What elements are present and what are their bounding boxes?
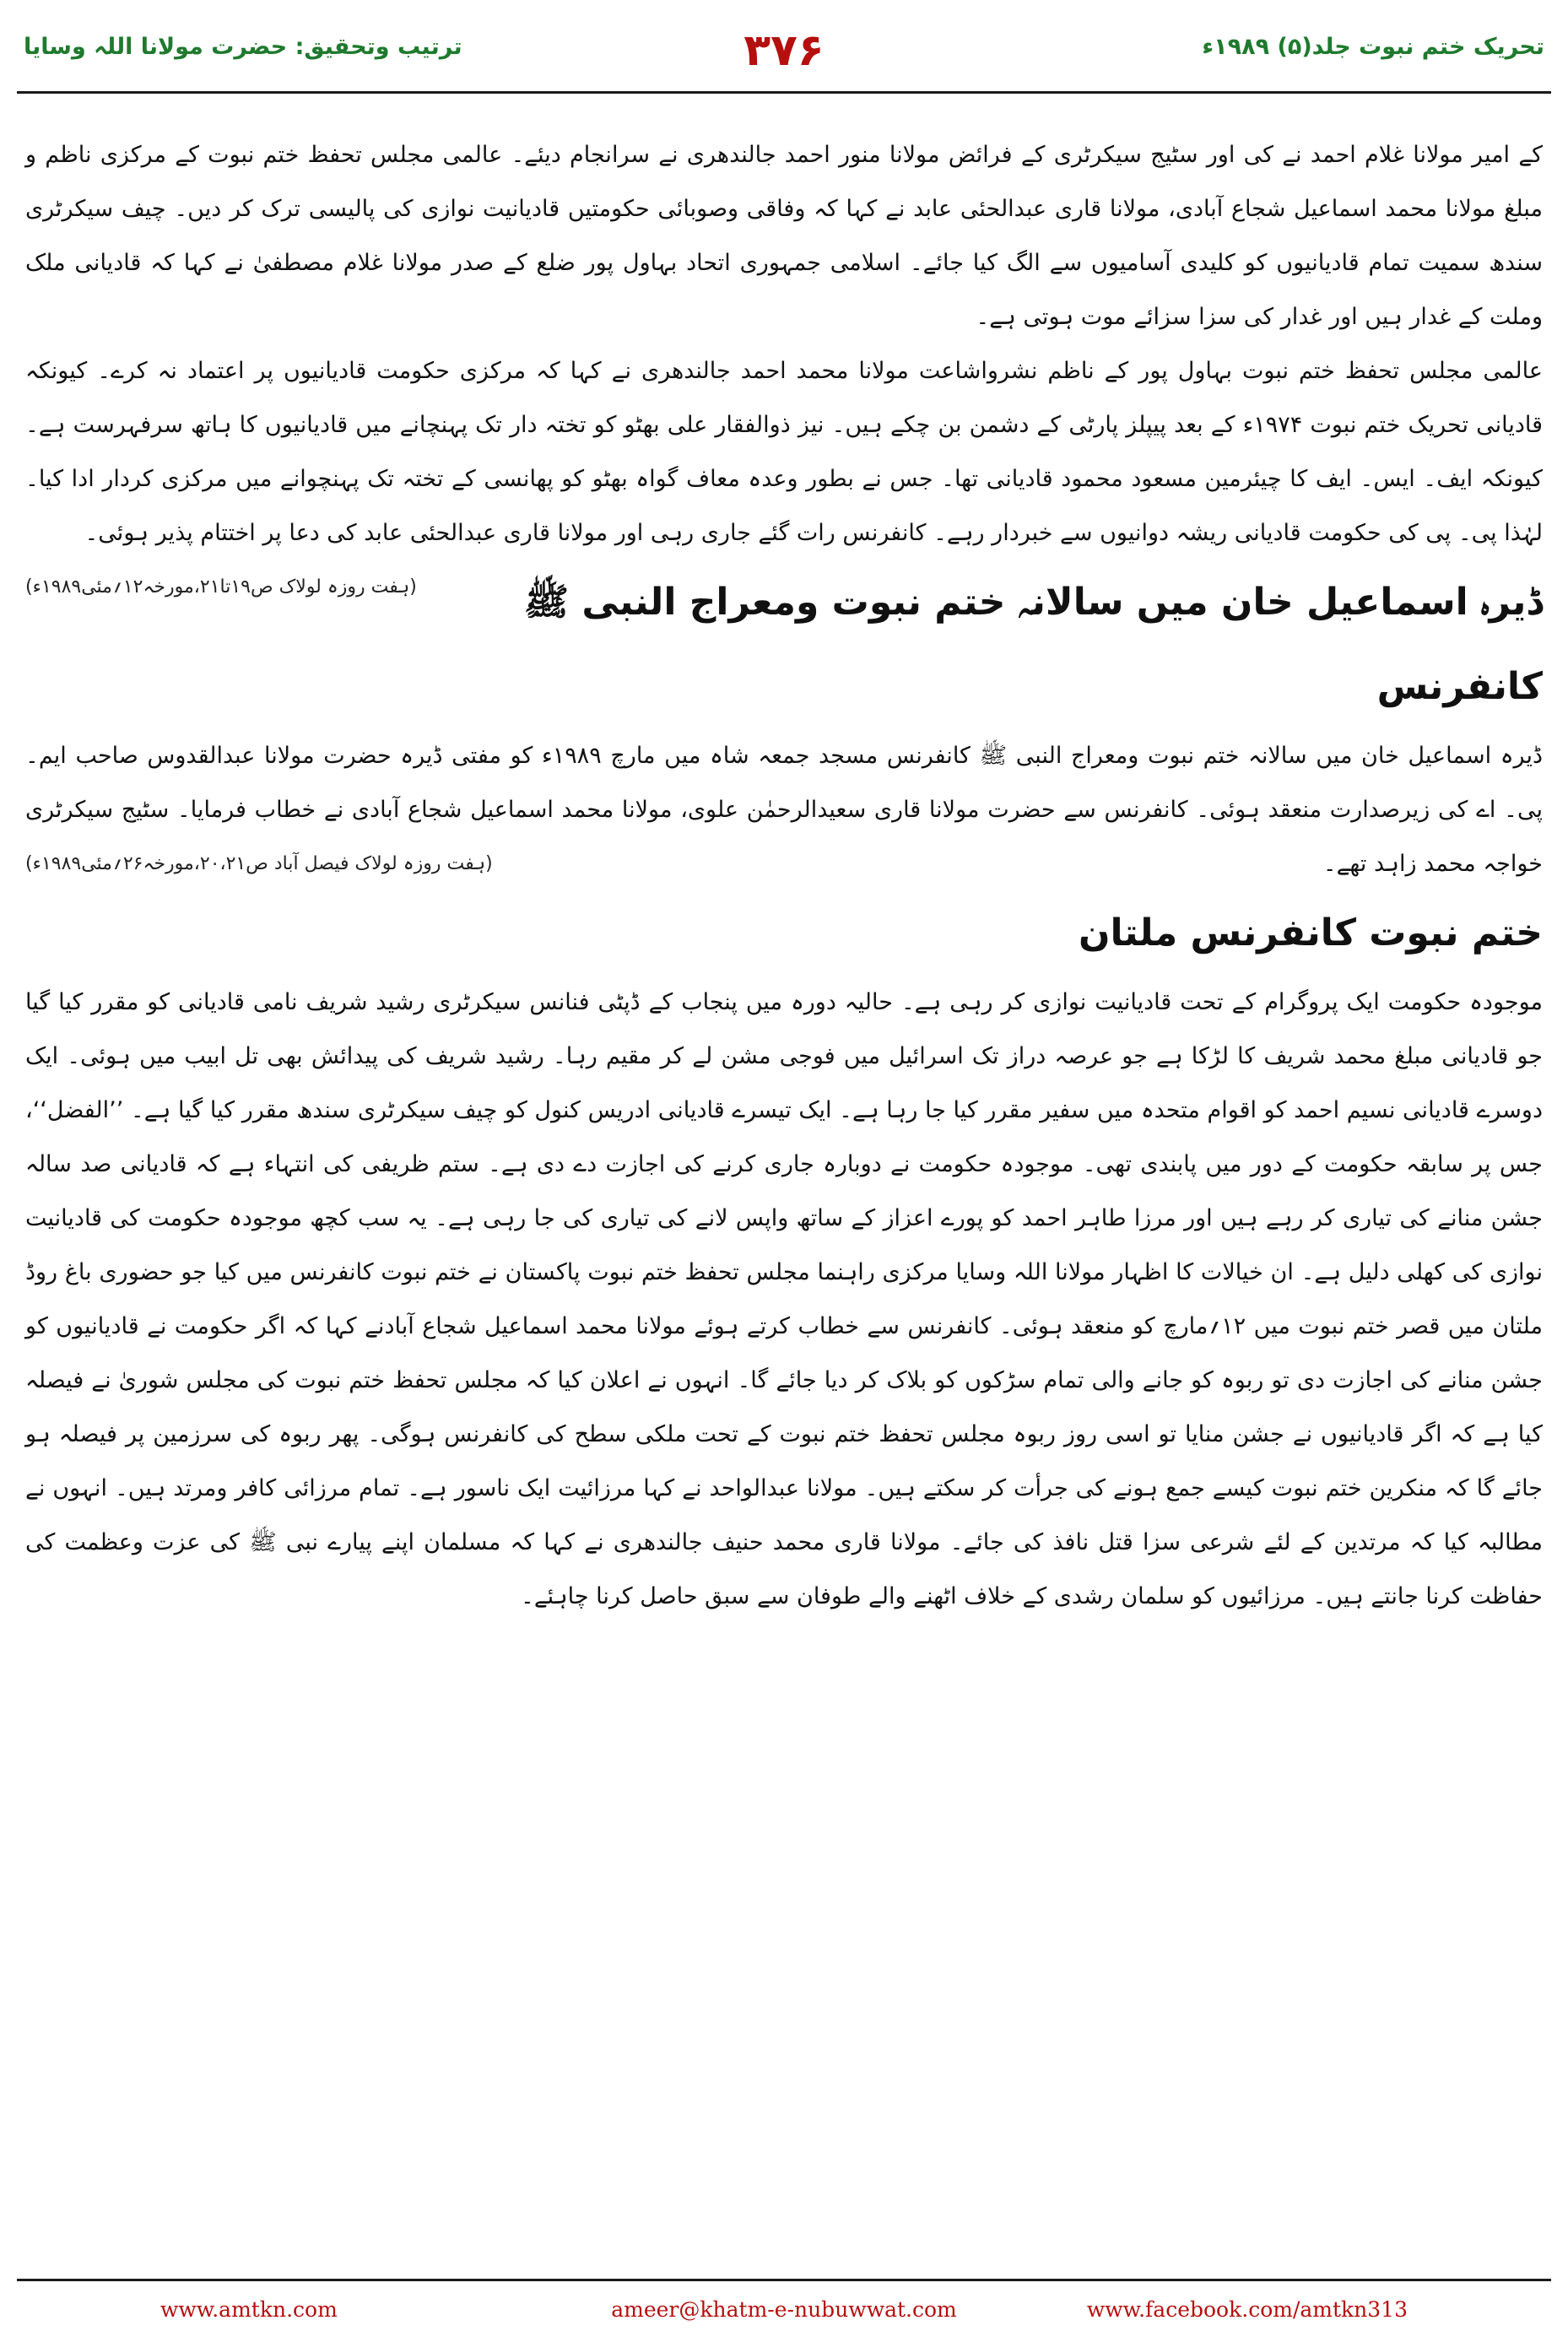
footer-divider [17, 2279, 1551, 2281]
page-number: ۳۷۶ [743, 25, 825, 76]
page-header [17, 25, 1551, 84]
paragraph-2 [25, 344, 1544, 598]
header-book-title: تحریک ختم نبوت جلد(۵) ۱۹۸۹ء [1202, 34, 1544, 60]
section-heading-multan: ختم نبوت کانفرنس ملتان [1078, 911, 1543, 955]
section-heading-dera-ismail-khan: ڈیرہ اسماعیل خان میں سالانہ ختم نبوت ومعراج النبی ﷺ کانفرنس [523, 581, 1543, 708]
footer-website-link[interactable]: www.amtkn.com [160, 2297, 338, 2322]
paragraph-4: موجودہ حکومت ایک پروگرام کے تحت قادیانیت نوازی کر رہی ہے۔ حالیہ دورہ میں پنجاب کے ڈپٹی فنانس سیکرٹری رشید شریف نامی قادیانی کو مقرر کیا گیا جو قادیانی مبلغ محمد شریف کا لڑکا ہے جو عرصہ دراز تک اسرائیل میں فوجی مشن لے کر مقیم رہا۔ رشید شریف کی پیدائش بھی تل ابیب میں ہوئی۔ ایک دوسرے قادیانی نسیم احمد کو اقوام متحدہ میں سفیر مقرر کیا جا رہا ہے۔ ایک تیسرے قادیانی ادریس کنول کو چیف سیکرٹری سندھ مقرر کیا گیا ہے۔ ’’الفضل‘‘، جس پر سابقہ حکومت کے دور میں پابندی تھی۔ موجودہ حکومت نے دوبارہ جاری کرنے کی اجازت دے دی ہے۔ ستم ظریفی کی انتہاء ہے کہ قادیانی صد سالہ جشن منانے کی تیاری کر رہے ہیں اور مرزا طاہر احمد کو پورے اعزاز کے ساتھ واپس لانے کی تیاری کی جا رہی ہے۔ یہ سب کچھ موجودہ حکومت کی قادیانیت نوازی کی کھلی دلیل ہے۔ ان خیالات کا اظہار مولانا اللہ وسایا مرکزی راہنما مجلس تحفظ ختم نبوت پاکستان نے ختم نبوت کانفرنس میں کیا جو حضوری باغ روڈ ملتان میں قصر ختم نبوت میں ۱۲؍مارچ کو منعقد ہوئی۔ کانفرنس سے خطاب کرتے ہوئے مولانا محمد اسماعیل شجاع آبادنے کہا کہ اگر حکومت نے قادیانیوں کو جشن منانے کی اجازت دی تو ربوہ کو جانے والی تمام سڑکوں کو بلاک کر دیا جائے گا۔ انہوں نے اعلان کیا کہ مجلس تحفظ ختم نبوت کی مجلس شوریٰ نے فیصلہ کیا ہے کہ اگر قادیانیوں نے جشن منایا تو اسی روز ربوہ مجلس تحفظ ختم نبوت کے تحت ملکی سطح کی کانفرنس ہوگی۔ پھر ربوہ کی سرزمین پر فیصلہ ہو جائے گا کہ منکرین ختم نبوت کیسے جمع ہونے کی جرأت کر سکتے ہیں۔ مولانا عبدالواحد نے کہا مرزائیت ایک ناسور ہے۔ تمام مرزائی کافر ومرتد ہیں۔ انہوں نے مطالبہ کیا کہ مرتدین کے لئے شرعی سزا قتل نافذ کی جائے۔ مولانا قاری محمد حنیف جالندھری نے کہا کہ مسلمان اپنے پیارے نبی ﷺ کی عزت وعظمت کی حفاظت کرنا جانتے ہیں۔ مرزائیوں کو سلمان رشدی کے خلاف اٹھنے والے طوفان سے سبق حاصل کرنا چاہئے۔ [25, 989, 1543, 1609]
paragraph-3-text: ڈیرہ اسماعیل خان میں سالانہ ختم نبوت ومعراج النبی ﷺ کانفرنس مسجد جمعہ شاہ میں مارچ ۱۹۸۹ء کو مفتی ڈیرہ حضرت مولانا عبدالقدوس صاحب ایم۔ پی۔ اے کی زیرصدارت منعقد ہوئی۔ کانفرنس سے حضرت مولانا قاری سعیدالرحمٰن علوی، مولانا محمد اسماعیل شجاع آبادی نے خطاب فرمایا۔ سٹیج سیکرٹری خواجہ محمد زاہد تھے۔ [25, 743, 1543, 877]
footer-email-link[interactable]: ameer@khatm-e-nubuwwat.com [611, 2297, 957, 2322]
paragraph-2-text: عالمی مجلس تحفظ ختم نبوت بہاول پور کے ناظم نشرواشاعت مولانا محمد احمد جالندھری نے کہا کہ مرکزی حکومت قادیانیوں پر اعتماد نہ کرے۔ کیونکہ قادیانی تحریک ختم نبوت ۱۹۷۴ء کے بعد پیپلز پارٹی کے دشمن بن چکے ہیں۔ نیز ذوالفقار علی بھٹو کو تختہ دار تک پہنچانے میں قادیانیوں کا ہاتھ سرفہرست ہے۔ کیونکہ ایف۔ ایس۔ ایف کا چیئرمین مسعود محمود قادیانی تھا۔ جس نے بطور وعدہ معاف گواہ بھٹو کو پھانسی کے تختہ تک پہنچوانے میں مرکزی کردار ادا کیا۔ لہٰذا پی۔ پی کی حکومت قادیانی ریشہ دوانیوں سے خبردار رہے۔ کانفرنس رات گئے جاری رہی اور مولانا قاری عبدالحئی عابد کی دعا پر اختتام پذیر ہوئی۔ [25, 358, 1544, 546]
page-body [25, 128, 1543, 1624]
paragraph-3 [25, 729, 1543, 891]
citation-lolak-26-may: (ہفت روزہ لولاک فیصل آباد ص۲۰،۲۱،مورخہ۲۶؍مئی۱۹۸۹ء) [25, 853, 493, 874]
header-divider [17, 91, 1551, 94]
page-footer [0, 2297, 1568, 2328]
citation-lolak-12-may: (ہفت روزہ لولاک ص۱۹تا۲۱،مورخہ۱۲؍مئی۱۹۸۹ء) [25, 576, 417, 598]
paragraph-1: کے امیر مولانا غلام احمد نے کی اور سٹیج سیکرٹری کے فرائض مولانا منور احمد جالندھری نے سرانجام دیئے۔ عالمی مجلس تحفظ ختم نبوت کے مرکزی ناظم و مبلغ مولانا محمد اسماعیل شجاع آبادی، مولانا قاری عبدالحئی عابد نے کہا کہ وفاقی وصوبائی حکومتیں قادیانیت نوازی کی پالیسی ترک کر دیں۔ چیف سیکرٹری سندھ سمیت تمام قادیانیوں کو کلیدی آسامیوں سے الگ کیا جائے۔ اسلامی جمہوری اتحاد بہاول پور ضلع کے صدر مولانا غلام مصطفیٰ نے کہا کہ قادیانی ملک وملت کے غدار ہیں اور غدار کی سزا سزائے موت ہوتی ہے۔ [25, 142, 1543, 330]
footer-facebook-link[interactable]: www.facebook.com/amtkn313 [1086, 2297, 1408, 2322]
header-compiler-credit: ترتیب وتحقیق: حضرت مولانا اللہ وسایا [24, 34, 462, 60]
